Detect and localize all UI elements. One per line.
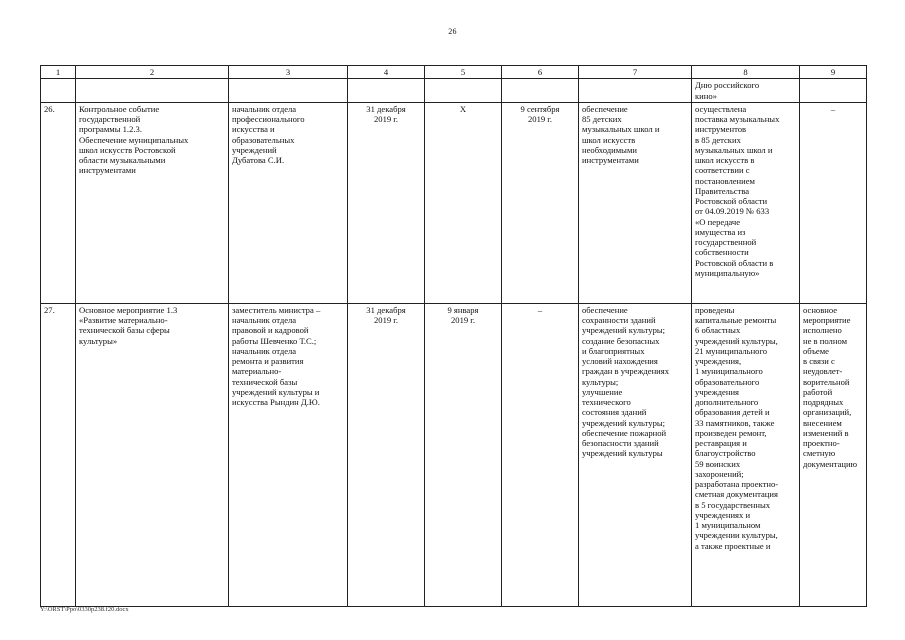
- table-row-continuation: [41, 79, 867, 103]
- cell-responsible: начальник отдела профессионального искусства и образовательных учреждений Дубатова С.И.: [229, 102, 348, 303]
- col-header-3: 3: [229, 66, 348, 79]
- cell-start-date: 9 января 2019 г.: [425, 303, 502, 606]
- cell-actual-result: проведены капитальные ремонты 6 областных учреждений культуры, 21 муниципального учреждения, 1 муниципального образовательного учреждения дополнительного образования детей и 33 памятников, также произведен ремонт, реставрация и благоустройство 59 воинских захоронений; разработана проектно- сметная документация в 5 государственных учреждениях и 1 муниципальном учреждении культуры, а также проектные и: [692, 303, 800, 606]
- col-header-6: 6: [502, 66, 579, 79]
- cell-actual-date: 9 сентября 2019 г.: [502, 102, 579, 303]
- cell-start-date: [425, 79, 502, 103]
- cell-number: 26.: [41, 102, 76, 303]
- cell-number: 27.: [41, 303, 76, 606]
- col-header-5: 5: [425, 66, 502, 79]
- col-header-1: 1: [41, 66, 76, 79]
- cell-start-date: X: [425, 102, 502, 303]
- cell-expected-result: [579, 79, 692, 103]
- cell-responsible: заместитель министра – начальник отдела правовой и кадровой работы Шевченко Т.С.; начальник отдела ремонта и развития материально- технической базы учреждений культуры и искусства Рындин Д.Ю.: [229, 303, 348, 606]
- cell-reason: –: [800, 102, 867, 303]
- cell-actual-result: Дню российского кино»: [692, 79, 800, 103]
- cell-expected-result: обеспечение сохранности зданий учреждений культуры; создание безопасных и благоприятных условий нахождения граждан в учреждениях культуры; улучшение технического состояния зданий учреждений культуры; обеспечение пожарной безопасности зданий учреждений культуры: [579, 303, 692, 606]
- cell-actual-date: –: [502, 303, 579, 606]
- page-number: 26: [448, 27, 457, 36]
- cell-responsible: [229, 79, 348, 103]
- col-header-8: 8: [692, 66, 800, 79]
- cell-event-name: Контрольное событие государственной программы 1.2.3. Обеспечение муниципальных школ искусств Ростовской области музыкальными инструментами: [76, 102, 229, 303]
- cell-plan-date: 31 декабря 2019 г.: [348, 303, 425, 606]
- cell-plan-date: 31 декабря 2019 г.: [348, 102, 425, 303]
- col-header-4: 4: [348, 66, 425, 79]
- cell-actual-result: осуществлена поставка музыкальных инструментов в 85 детских музыкальных школ и школ искусств в соответствии с постановлением Правительства Ростовской области от 04.09.2019 № 633 «О передаче имущества из государственной собственности Ростовской области в муниципальную»: [692, 102, 800, 303]
- report-table: [40, 65, 867, 607]
- cell-reason: [800, 79, 867, 103]
- col-header-7: 7: [579, 66, 692, 79]
- header-row: [41, 66, 867, 79]
- cell-event-name: [76, 79, 229, 103]
- col-header-2: 2: [76, 66, 229, 79]
- cell-event-name: Основное мероприятие 1.3 «Развитие материально- технической базы сферы культуры»: [76, 303, 229, 606]
- cell-number: [41, 79, 76, 103]
- table-row-27: [41, 303, 867, 606]
- footer-file-path: Y:\ORST\Ppo\0330p238.f20.docx: [40, 606, 129, 613]
- col-header-9: 9: [800, 66, 867, 79]
- cell-expected-result: обеспечение 85 детских музыкальных школ и школ искусств необходимыми инструментами: [579, 102, 692, 303]
- cell-plan-date: [348, 79, 425, 103]
- table-row-26: [41, 102, 867, 303]
- cell-actual-date: [502, 79, 579, 103]
- cell-reason: основное мероприятие исполнено не в полном объеме в связи с неудовлет- ворительной работой подрядных организаций, внесением изменений в проектно- сметную документацию: [800, 303, 867, 606]
